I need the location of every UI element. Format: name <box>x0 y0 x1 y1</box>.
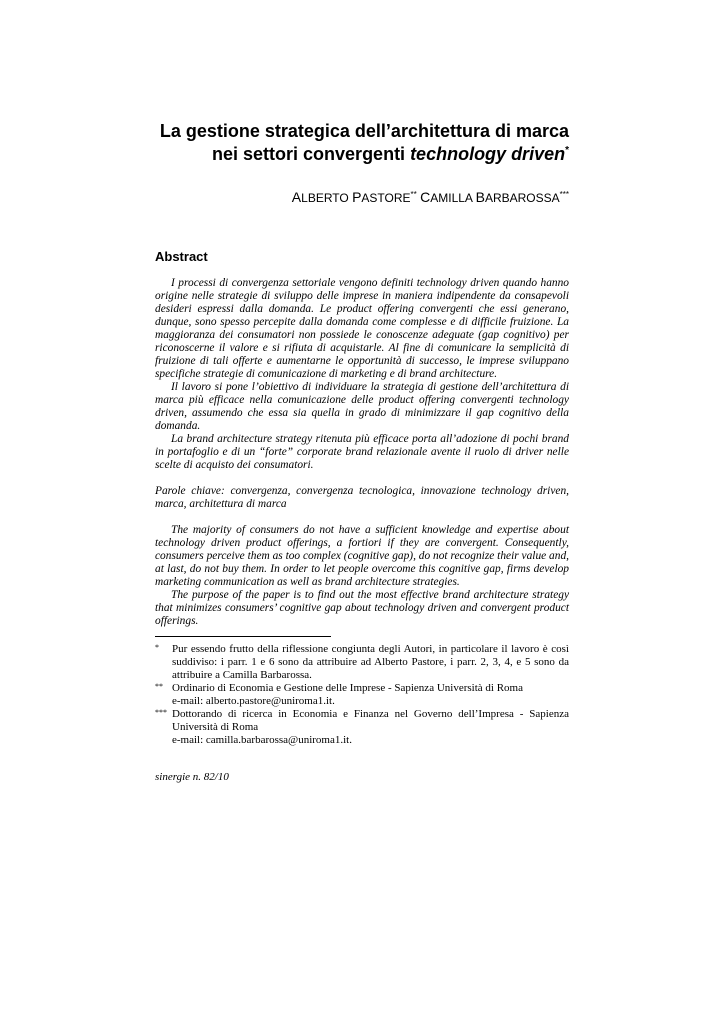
keywords: Parole chiave: convergenza, convergenza tecnologica, innovazione technology driven, marca, architettura di marca <box>155 485 569 510</box>
footnote-2-text: Ordinario di Economia e Gestione delle Imprese - Sapienza Università di Roma <box>172 682 523 694</box>
journal-footer: sinergie n. 82/10 <box>155 771 229 783</box>
title-line-2 <box>109 143 569 166</box>
author-list <box>109 190 569 205</box>
footnote-2-email: e-mail: alberto.pastore@uniroma1.it. <box>172 695 335 707</box>
author-2-mark: *** <box>559 190 569 199</box>
abstract-body <box>155 277 569 628</box>
paper-title <box>109 120 569 166</box>
abstract-heading: Abstract <box>155 249 208 264</box>
footnote-1 <box>155 643 569 682</box>
title-line-2-italic: technology driven <box>410 144 566 164</box>
footnote-3 <box>155 708 569 747</box>
abstract-paragraph-1: I processi di convergenza settoriale vengono definiti technology driven quando hanno origine nelle strategie di sviluppo delle imprese in maniera indipendente da consapevoli desideri espressi dalla domanda. Le product offering convergenti che essi generano, dunque, sono spesso percepite dalla domanda come complesse e di difficile fruizione. La maggioranza dei consumatori non possiede le conoscenze adeguate (gap cognitivo) per riconoscerne il valore e si rifiuta di acquistarle. Al fine di comunicare la semplicità di fruizione di tali offerte e aumentarne le opportunità di successo, le imprese sviluppano specifiche strategie di comunicazione di marketing e di brand architecture. <box>155 277 569 380</box>
footnote-2-mark: ** <box>155 682 163 691</box>
abstract-english-paragraph-2: The purpose of the paper is to find out the most effective brand architecture strategy that minimizes consumers’ cognitive gap about technology driven and convergent product offerings. <box>155 589 569 627</box>
title-line-2-text: nei settori convergenti <box>212 144 411 164</box>
footnote-2 <box>155 682 569 708</box>
footnote-divider <box>155 636 331 637</box>
author-2: CAMILLA BARBAROSSA*** <box>420 189 569 205</box>
abstract-english-paragraph-1: The majority of consumers do not have a sufficient knowledge and expertise about technology driven product offerings, a fortiori if they are convergent. Consequently, consumers perceive them as too complex (cognitive gap), do not recognize their value and, at last, do not buy them. In order to let people overcome this cognitive gap, firms develop marketing communication as well as brand architecture strategies. <box>155 524 569 588</box>
footnote-3-text: Dottorando di ricerca in Economia e Finanza nel Governo dell’Impresa - Sapienza Università di Roma <box>172 708 569 733</box>
footnote-1-mark: * <box>155 643 159 652</box>
footnote-1-text: Pur essendo frutto della riflessione congiunta degli Autori, in particolare il lavoro è così suddiviso: i parr. 1 e 6 sono da attribuire ad Alberto Pastore, i parr. 2, 3, 4, e 5 sono da attribuire a Camilla Barbarossa. <box>172 643 569 681</box>
title-line-1: La gestione strategica dell’architettura di marca <box>159 121 569 141</box>
footnote-3-email: e-mail: camilla.barbarossa@uniroma1.it. <box>172 734 352 746</box>
author-1-mark: ** <box>410 190 417 199</box>
author-1: ALBERTO PASTORE** <box>291 189 417 205</box>
abstract-paragraph-3: La brand architecture strategy ritenuta più efficace porta all’adozione di pochi brand in portafoglio e di un “forte” corporate brand relazionale avente il ruolo di driver nelle scelte di acquisto dei consumatori. <box>155 433 569 471</box>
footnotes <box>155 643 569 747</box>
abstract-paragraph-2: Il lavoro si pone l’obiettivo di individuare la strategia di gestione dell’architettura di marca più efficace nella comunicazione delle product offering convergenti technology driven, assumendo che essa sia quella in grado di minimizzare il gap cognitivo della domanda. <box>155 381 569 432</box>
footnote-3-mark: *** <box>155 708 167 717</box>
title-footnote-mark: * <box>565 145 569 156</box>
